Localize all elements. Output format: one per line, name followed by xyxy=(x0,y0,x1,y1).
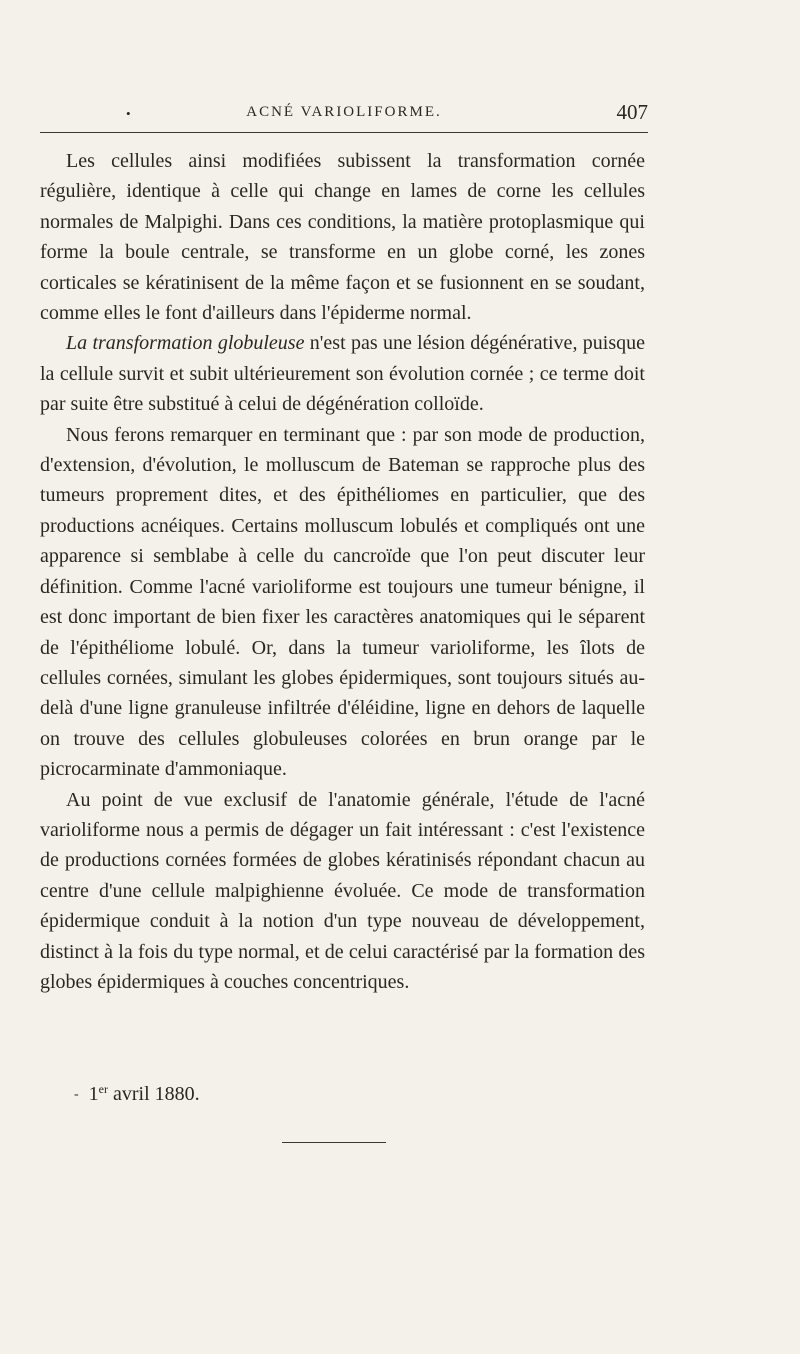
dateline-day: 1 xyxy=(88,1083,99,1105)
paragraph-2-text: n'est pas une lésion dégénérative, puisque la cellule survit et subit ultérieurement son évolution cornée ; ce terme doit par suite être substitué à celui de dégénération colloïde. xyxy=(40,332,645,416)
paragraph-2 xyxy=(40,328,645,419)
paragraph-4: Au point de vue exclusif de l'anatomie générale, l'étude de l'acné varioliforme nous a permis de dégager un fait intéressant : c'est l'existence de productions cornées formées de globes kératinisés répondant chacun au centre d'une cellule malpighienne évoluée. Ce mode de transformation épidermique conduit à la notion d'un type nouveau de développement, distinct à la fois du type normal, et de celui caractérisé par la formation des globes épidermiques à couches concentriques. xyxy=(40,788,645,993)
body-text xyxy=(40,146,645,997)
closing-rule xyxy=(282,1142,386,1143)
running-title: ACNÉ VARIOLIFORME. xyxy=(246,104,442,120)
page-number: 407 xyxy=(616,100,648,124)
dateline-tick: - xyxy=(74,1087,79,1102)
ornament-mark: • xyxy=(126,106,131,121)
running-head xyxy=(40,100,648,130)
dateline-superscript: er xyxy=(98,1082,108,1096)
paragraph-1: Les cellules ainsi modifiées subissent la transformation cornée régulière, identique à celle qui change en lames de corne les cellules normales de Malpighi. Dans ces conditions, la matière protoplasmique qui forme la boule centrale, se transforme en un globe corné, les zones corticales se kératinisent de la même façon et se fusionnent en se soudant, comme elles le font d'ailleurs dans l'épiderme normal. xyxy=(40,150,645,325)
paragraph-3: Nous ferons remarquer en terminant que : par son mode de production, d'extension, d'évolution, le molluscum de Bateman se rapproche plus des tumeurs proprement dites, et des épithéliomes en particulier, que des productions acnéiques. Certains molluscum lobulés et compliqués ont une apparence si semblabe à celle du cancroïde que l'on peut discuter leur définition. Comme l'acné varioliforme est toujours une tumeur bénigne, il est donc important de bien fixer les caractères anatomiques qui le séparent de l'épithéliome lobulé. Or, dans la tumeur varioliforme, les îlots de cellules cornées, simulant les globes épidermiques, sont toujours situés au-delà d'une ligne granuleuse infiltrée d'éléidine, ligne en dehors de laquelle on trouve des cellules globuleuses colorées en brun orange par le picrocarminate d'ammoniaque. xyxy=(40,423,645,781)
dateline-text: avril 1880. xyxy=(108,1083,200,1105)
emphasis-term: La transformation globuleuse xyxy=(66,332,305,355)
header-rule xyxy=(40,132,648,133)
dateline xyxy=(74,1074,200,1110)
